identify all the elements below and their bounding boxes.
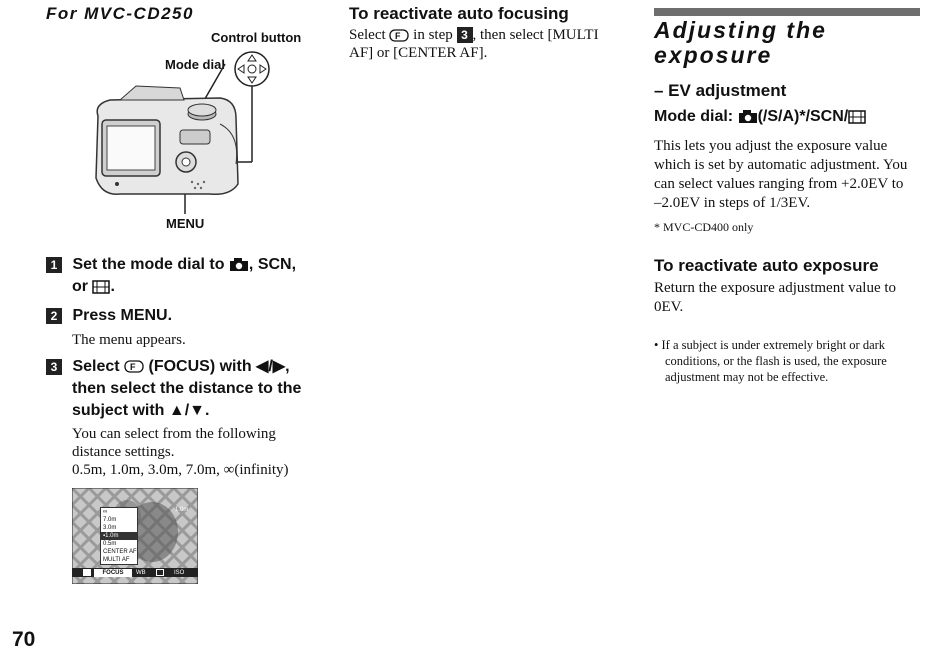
ev-description [654,137,934,213]
note-line: • If a subject is under extremely bright or dark [654,338,886,352]
step-3-desc-line3: 0.5m, 1.0m, 3.0m, 7.0m, ∞(infinity) [72,462,289,478]
note-line: conditions, or the flash is used, the exposure [665,354,887,368]
reactivate-ae-text [654,279,934,317]
svg-text:F: F [130,362,136,373]
mode-dial-suffix: (/S/A)*/SCN/ [757,108,849,125]
menu-item[interactable]: 7.0m [103,517,117,523]
menu-item-selected[interactable]: ▪1.0m [101,532,137,540]
camera-mode-icon [738,109,758,124]
reactivate-af-heading: To reactivate auto focusing [349,4,569,23]
menu-item[interactable]: CENTER AF [103,549,137,555]
step-2-desc: The menu appears. [72,332,186,348]
subtitle: – EV adjustment [654,81,787,100]
section-rule [654,8,920,16]
step-3-select: Select [72,358,120,375]
step-3-line2: then select the distance to the [72,380,302,397]
metering-tab-icon[interactable] [156,569,164,576]
step-2 [46,305,172,327]
lcd-tab-focus[interactable]: FOCUS [94,569,132,577]
step-3-line1: (FOCUS) with ◀/▶, [148,358,290,375]
step-ref: 3 [457,27,473,43]
menu-label: MENU [166,216,205,231]
focus-icon [389,29,409,42]
svg-text:F: F [395,31,401,42]
lcd-tab-wb[interactable]: WB [136,570,146,576]
menu-item[interactable]: MULTI AF [103,557,130,563]
movie-mode-icon [848,110,866,124]
page-number: 70 [12,628,36,651]
para-line: which is set by automatic adjustment. You [654,157,908,173]
note-line: adjustment may not be effective. [665,370,829,384]
control-button-diagram [235,52,269,86]
page-title [654,18,827,68]
text-segment: in step [413,27,453,43]
footnote: * MVC-CD400 only [654,220,754,234]
mode-dial-label: Mode dial [165,57,225,72]
movie-mode-icon [92,280,110,294]
text-line: Return the exposure adjustment value to [654,280,897,296]
step-3-desc-line2: distance settings. [72,444,175,460]
para-line: can select values ranging from +2.0EV to [654,176,904,192]
step-3-desc [72,425,332,479]
step-3-desc-line1: You can select from the following [72,426,276,442]
step-2-text: Press MENU. [72,307,173,324]
menu-item[interactable]: ∞ [103,509,108,515]
step-number: 2 [46,308,62,324]
para-line: This lets you adjust the exposure value [654,138,888,154]
title-line: exposure [654,42,773,68]
distance-readout: 1.0m [175,507,189,513]
step-1-line2: or [72,278,88,295]
note [654,337,924,385]
mode-dial-line [654,108,866,126]
camera-body [96,86,238,194]
step-1-period: . [110,278,115,295]
camera-mode-icon [229,257,249,272]
step-3 [46,356,336,422]
text-line: 0EV. [654,299,684,315]
reactivate-af-text [349,26,619,62]
step-1-text: Set the mode dial to [72,256,225,273]
menu-item[interactable]: 0.5m [103,541,117,547]
mode-dial-prefix: Mode dial: [654,108,734,125]
step-1-text-suffix: , SCN, [248,256,297,273]
focus-menu [100,507,138,565]
control-button-label: Control button [211,30,302,45]
text-line: AF] or [CENTER AF]. [349,45,488,61]
step-number: 3 [46,359,62,375]
ev-tab-icon [83,569,91,576]
camera-illustration [80,44,280,216]
model-heading: For MVC-CD250 [46,4,194,23]
reactivate-ae-heading: To reactivate auto exposure [654,256,879,275]
lcd-tab-iso[interactable]: ISO [174,570,185,576]
text-segment: Select [349,27,386,43]
para-line: –2.0EV in steps of 1/3EV. [654,195,811,211]
text-segment: , then select [MULTI [472,27,599,43]
title-line: Adjusting the [654,17,827,43]
lcd-screen [72,488,198,584]
focus-icon [124,360,144,373]
step-3-line3: subject with ▲/▼. [72,402,210,419]
step-number: 1 [46,257,62,273]
menu-item[interactable]: 3.0m [103,525,117,531]
step-1 [46,254,326,298]
